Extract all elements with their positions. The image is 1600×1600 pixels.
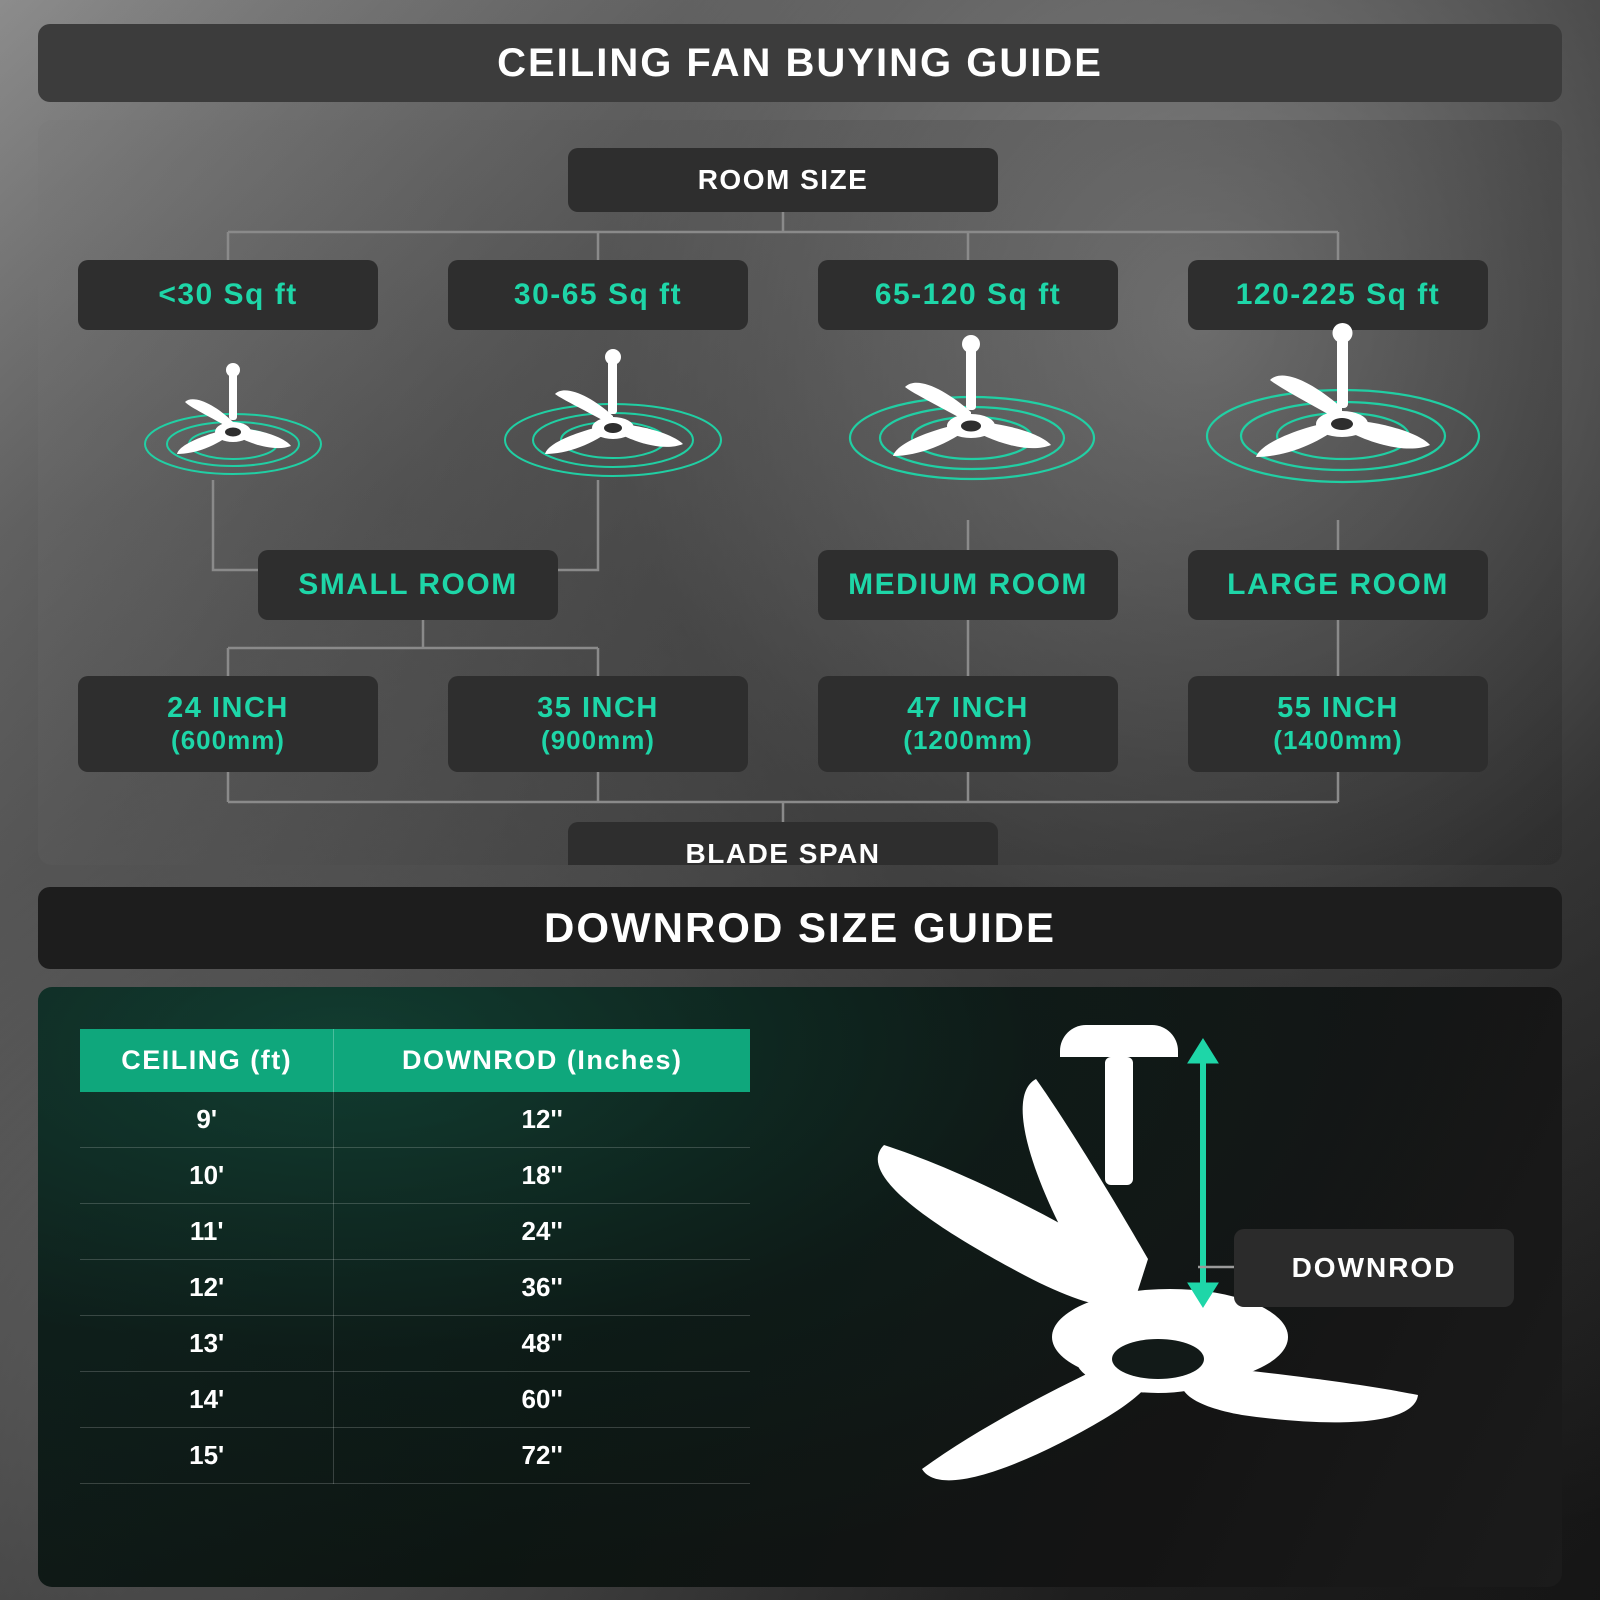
downrod-panel bbox=[38, 987, 1562, 1587]
cell-downrod: 24'' bbox=[334, 1204, 750, 1260]
table-row bbox=[80, 1092, 750, 1148]
node-blade-span-4[interactable]: 55 INCH (1400mm) bbox=[1188, 676, 1488, 772]
table-row bbox=[80, 1260, 750, 1316]
node-blade-span-1[interactable]: 24 INCH (600mm) bbox=[78, 676, 378, 772]
node-room-size-4[interactable]: 120-225 Sq ft bbox=[1188, 260, 1488, 330]
ceiling-fan-icon-4 bbox=[1198, 318, 1488, 494]
table-row bbox=[80, 1372, 750, 1428]
node-room-size-1[interactable]: <30 Sq ft bbox=[78, 260, 378, 330]
ceiling-fan-icon-1 bbox=[133, 358, 333, 486]
cell-ceiling: 13' bbox=[80, 1316, 334, 1372]
cell-downrod: 60'' bbox=[334, 1372, 750, 1428]
cell-ceiling: 15' bbox=[80, 1428, 334, 1484]
cell-downrod: 72'' bbox=[334, 1428, 750, 1484]
table-row bbox=[80, 1316, 750, 1372]
node-blade-span-3[interactable]: 47 INCH (1200mm) bbox=[818, 676, 1118, 772]
cell-downrod: 12'' bbox=[334, 1092, 750, 1148]
cell-ceiling: 11' bbox=[80, 1204, 334, 1260]
ceiling-fan-icon-2 bbox=[493, 344, 733, 486]
node-room-size-3[interactable]: 65-120 Sq ft bbox=[818, 260, 1118, 330]
table-header-row bbox=[80, 1029, 750, 1092]
node-blade-span-footer[interactable]: BLADE SPAN bbox=[568, 822, 998, 865]
cell-downrod: 48'' bbox=[334, 1316, 750, 1372]
table-row bbox=[80, 1148, 750, 1204]
cell-downrod: 18'' bbox=[334, 1148, 750, 1204]
node-room-type-medium[interactable]: MEDIUM ROOM bbox=[818, 550, 1118, 620]
cell-ceiling: 12' bbox=[80, 1260, 334, 1316]
column-header-ceiling: CEILING (ft) bbox=[80, 1029, 334, 1092]
cell-ceiling: 14' bbox=[80, 1372, 334, 1428]
table-row bbox=[80, 1428, 750, 1484]
cell-downrod: 36'' bbox=[334, 1260, 750, 1316]
room-size-flow-panel bbox=[38, 120, 1562, 865]
node-room-type-small[interactable]: SMALL ROOM bbox=[258, 550, 558, 620]
column-header-downrod: DOWNROD (Inches) bbox=[334, 1029, 750, 1092]
table-row bbox=[80, 1204, 750, 1260]
page-title: CEILING FAN BUYING GUIDE bbox=[38, 24, 1562, 102]
downrod-callout-label[interactable]: DOWNROD bbox=[1234, 1229, 1514, 1307]
node-room-size-2[interactable]: 30-65 Sq ft bbox=[448, 260, 748, 330]
ceiling-fan-icon-3 bbox=[838, 330, 1106, 490]
node-blade-span-2[interactable]: 35 INCH (900mm) bbox=[448, 676, 748, 772]
node-room-type-large[interactable]: LARGE ROOM bbox=[1188, 550, 1488, 620]
cell-ceiling: 9' bbox=[80, 1092, 334, 1148]
downrod-section-title: DOWNROD SIZE GUIDE bbox=[38, 887, 1562, 969]
downrod-size-table bbox=[80, 1029, 750, 1484]
node-room-size[interactable]: ROOM SIZE bbox=[568, 148, 998, 212]
cell-ceiling: 10' bbox=[80, 1148, 334, 1204]
